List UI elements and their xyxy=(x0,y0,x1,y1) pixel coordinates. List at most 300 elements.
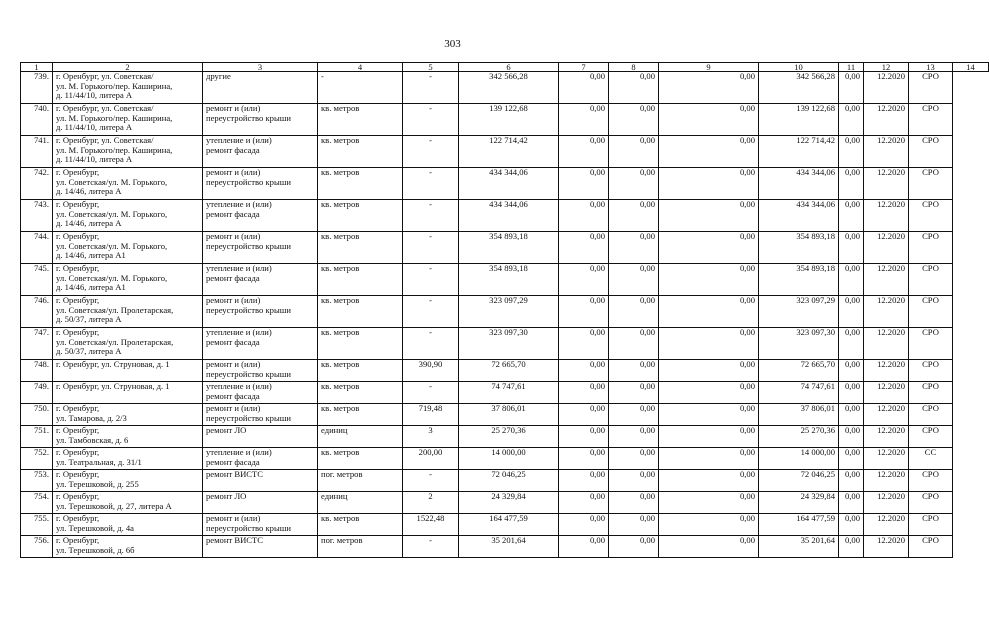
fund-cost-cell: 0,00 xyxy=(559,470,609,492)
work-type-line: ремонт ЛО xyxy=(206,491,247,501)
address-line: г. Оренбург, ул. Струновая, д. 1 xyxy=(56,359,170,369)
volume-cell: - xyxy=(403,296,459,328)
budget-cost-cell: 0,00 xyxy=(609,448,659,470)
work-type-cell xyxy=(203,136,318,168)
budget-cost-cell: 0,00 xyxy=(609,72,659,104)
total-cost-cell: 354 893,18 xyxy=(459,264,559,296)
address-cell xyxy=(53,264,203,296)
method-cell: СРО xyxy=(909,264,953,296)
work-type-cell xyxy=(203,426,318,448)
budget-cost-cell: 0,00 xyxy=(609,492,659,514)
volume-cell: 2 xyxy=(403,492,459,514)
address-line: д. 11/44/10, литера А xyxy=(56,154,133,165)
local-cost-cell: 0,00 xyxy=(659,72,759,104)
unit-cell: кв. метров xyxy=(318,296,403,328)
budget-cost-cell: 0,00 xyxy=(609,360,659,382)
table-row xyxy=(21,448,989,470)
work-type-line: ремонт ЛО xyxy=(206,425,247,435)
address-line: ул. Терешковой, д. 27, литера А xyxy=(56,500,172,511)
other-cost-cell: 0,00 xyxy=(839,470,864,492)
method-cell: СРО xyxy=(909,404,953,426)
local-cost-cell: 0,00 xyxy=(659,168,759,200)
other-cost-cell: 0,00 xyxy=(839,264,864,296)
budget-cost-cell: 0,00 xyxy=(609,382,659,404)
address-line: д. 11/44/10, литера А xyxy=(56,122,133,133)
address-line: г. Оренбург, xyxy=(56,425,100,435)
other-cost-cell: 0,00 xyxy=(839,492,864,514)
owners-cost-cell: 434 344,06 xyxy=(759,168,839,200)
work-type-line: утепление и (или) xyxy=(206,381,272,391)
owners-cost-cell: 72 046,25 xyxy=(759,470,839,492)
row-number-cell: 749. xyxy=(21,382,53,404)
fund-cost-cell: 0,00 xyxy=(559,200,609,232)
other-cost-cell: 0,00 xyxy=(839,296,864,328)
work-type-cell xyxy=(203,72,318,104)
table-row xyxy=(21,168,989,200)
local-cost-cell: 0,00 xyxy=(659,536,759,558)
address-cell xyxy=(53,470,203,492)
row-number-cell: 746. xyxy=(21,296,53,328)
table-row xyxy=(21,104,989,136)
table-row xyxy=(21,328,989,360)
method-cell: СРО xyxy=(909,426,953,448)
address-line: ул. Советская/ул. Пролетарская, xyxy=(56,336,174,347)
column-number: 11 xyxy=(839,63,864,72)
row-number-cell: 740. xyxy=(21,104,53,136)
completion-date-cell: 12.2020 xyxy=(864,404,909,426)
completion-date-cell: 12.2020 xyxy=(864,296,909,328)
local-cost-cell: 0,00 xyxy=(659,492,759,514)
budget-cost-cell: 0,00 xyxy=(609,168,659,200)
work-type-cell xyxy=(203,264,318,296)
row-number-cell: 748. xyxy=(21,360,53,382)
work-type-cell xyxy=(203,536,318,558)
address-cell xyxy=(53,382,203,404)
volume-cell: 200,00 xyxy=(403,448,459,470)
work-type-line: другие xyxy=(206,71,231,81)
unit-cell: - xyxy=(318,72,403,104)
work-type-cell xyxy=(203,470,318,492)
address-line: д. 50/37, литера А xyxy=(56,346,122,357)
row-number-cell: 743. xyxy=(21,200,53,232)
method-cell: СРО xyxy=(909,296,953,328)
unit-cell: кв. метров xyxy=(318,328,403,360)
work-type-line: утепление и (или) xyxy=(206,327,272,337)
work-type-line: переустройство крыши xyxy=(206,368,291,379)
owners-cost-cell: 25 270,36 xyxy=(759,426,839,448)
table-row xyxy=(21,404,989,426)
work-type-line: ремонт и (или) xyxy=(206,103,261,113)
work-type-line: переустройство крыши xyxy=(206,522,291,533)
total-cost-cell: 14 000,00 xyxy=(459,448,559,470)
address-line: ул. Тамарова, д. 2/3 xyxy=(56,412,127,423)
table-row xyxy=(21,200,989,232)
fund-cost-cell: 0,00 xyxy=(559,296,609,328)
method-cell: СРО xyxy=(909,200,953,232)
address-line: г. Оренбург, xyxy=(56,327,100,337)
other-cost-cell: 0,00 xyxy=(839,328,864,360)
other-cost-cell: 0,00 xyxy=(839,426,864,448)
work-type-cell xyxy=(203,232,318,264)
work-type-cell xyxy=(203,296,318,328)
table-row xyxy=(21,492,989,514)
row-number-cell: 744. xyxy=(21,232,53,264)
fund-cost-cell: 0,00 xyxy=(559,104,609,136)
local-cost-cell: 0,00 xyxy=(659,404,759,426)
volume-cell: - xyxy=(403,168,459,200)
work-type-line: ремонт ВИСТС xyxy=(206,469,264,479)
method-cell: СРО xyxy=(909,382,953,404)
work-type-cell xyxy=(203,200,318,232)
fund-cost-cell: 0,00 xyxy=(559,448,609,470)
budget-cost-cell: 0,00 xyxy=(609,470,659,492)
total-cost-cell: 35 201,64 xyxy=(459,536,559,558)
address-line: г. Оренбург, ул. Советская/ xyxy=(56,135,154,145)
work-type-line: ремонт и (или) xyxy=(206,167,261,177)
table-row xyxy=(21,264,989,296)
work-type-line: утепление и (или) xyxy=(206,263,272,273)
row-number-cell: 750. xyxy=(21,404,53,426)
table-row xyxy=(21,514,989,536)
volume-cell: - xyxy=(403,470,459,492)
budget-cost-cell: 0,00 xyxy=(609,426,659,448)
column-number: 5 xyxy=(403,63,459,72)
work-type-line: переустройство крыши xyxy=(206,176,291,187)
volume-cell: - xyxy=(403,200,459,232)
local-cost-cell: 0,00 xyxy=(659,426,759,448)
work-type-line: ремонт фасада xyxy=(206,390,260,401)
column-number: 13 xyxy=(909,63,953,72)
address-cell xyxy=(53,426,203,448)
fund-cost-cell: 0,00 xyxy=(559,382,609,404)
address-line: д. 14/46, литера А1 xyxy=(56,282,126,293)
total-cost-cell: 342 566,28 xyxy=(459,72,559,104)
unit-cell: пог. метров xyxy=(318,470,403,492)
owners-cost-cell: 74 747,61 xyxy=(759,382,839,404)
method-cell: СРО xyxy=(909,470,953,492)
total-cost-cell: 323 097,30 xyxy=(459,328,559,360)
fund-cost-cell: 0,00 xyxy=(559,404,609,426)
work-type-cell xyxy=(203,168,318,200)
other-cost-cell: 0,00 xyxy=(839,382,864,404)
address-line: г. Оренбург, xyxy=(56,199,100,209)
other-cost-cell: 0,00 xyxy=(839,104,864,136)
completion-date-cell: 12.2020 xyxy=(864,514,909,536)
other-cost-cell: 0,00 xyxy=(839,448,864,470)
page-number: 303 xyxy=(444,38,461,50)
address-cell xyxy=(53,296,203,328)
address-line: ул. Советская/ул. М. Горького, xyxy=(56,240,168,251)
fund-cost-cell: 0,00 xyxy=(559,168,609,200)
address-line: ул. М. Горького/пер. Каширина, xyxy=(56,112,173,123)
completion-date-cell: 12.2020 xyxy=(864,168,909,200)
address-cell xyxy=(53,360,203,382)
completion-date-cell: 12.2020 xyxy=(864,72,909,104)
address-line: г. Оренбург, ул. Советская/ xyxy=(56,71,154,81)
address-line: д. 11/44/10, литера А xyxy=(56,90,133,101)
address-line: г. Оренбург, xyxy=(56,491,100,501)
fund-cost-cell: 0,00 xyxy=(559,536,609,558)
local-cost-cell: 0,00 xyxy=(659,514,759,536)
work-type-cell xyxy=(203,382,318,404)
address-line: г. Оренбург, ул. Советская/ xyxy=(56,103,154,113)
row-number-cell: 745. xyxy=(21,264,53,296)
fund-cost-cell: 0,00 xyxy=(559,136,609,168)
volume-cell: - xyxy=(403,104,459,136)
row-number-cell: 742. xyxy=(21,168,53,200)
owners-cost-cell: 434 344,06 xyxy=(759,200,839,232)
work-type-line: ремонт фасада xyxy=(206,456,260,467)
table-row xyxy=(21,296,989,328)
method-cell: СРО xyxy=(909,492,953,514)
other-cost-cell: 0,00 xyxy=(839,136,864,168)
unit-cell: кв. метров xyxy=(318,264,403,296)
fund-cost-cell: 0,00 xyxy=(559,492,609,514)
fund-cost-cell: 0,00 xyxy=(559,328,609,360)
row-number-cell: 754. xyxy=(21,492,53,514)
completion-date-cell: 12.2020 xyxy=(864,104,909,136)
completion-date-cell: 12.2020 xyxy=(864,136,909,168)
budget-cost-cell: 0,00 xyxy=(609,328,659,360)
total-cost-cell: 72 665,70 xyxy=(459,360,559,382)
address-cell xyxy=(53,448,203,470)
address-line: ул. Терешковой, д. 255 xyxy=(56,478,139,489)
column-number: 3 xyxy=(203,63,318,72)
owners-cost-cell: 14 000,00 xyxy=(759,448,839,470)
row-number-cell: 741. xyxy=(21,136,53,168)
row-number-cell: 747. xyxy=(21,328,53,360)
work-type-line: ремонт фасада xyxy=(206,336,260,347)
address-cell xyxy=(53,404,203,426)
row-number-cell: 756. xyxy=(21,536,53,558)
local-cost-cell: 0,00 xyxy=(659,200,759,232)
method-cell: СРО xyxy=(909,136,953,168)
address-cell xyxy=(53,72,203,104)
column-number: 6 xyxy=(459,63,559,72)
address-line: г. Оренбург, xyxy=(56,403,100,413)
table-row xyxy=(21,72,989,104)
work-type-line: ремонт и (или) xyxy=(206,513,261,523)
fund-cost-cell: 0,00 xyxy=(559,264,609,296)
total-cost-cell: 434 344,06 xyxy=(459,168,559,200)
table-row xyxy=(21,536,989,558)
column-number: 8 xyxy=(609,63,659,72)
total-cost-cell: 354 893,18 xyxy=(459,232,559,264)
other-cost-cell: 0,00 xyxy=(839,72,864,104)
volume-cell: - xyxy=(403,136,459,168)
volume-cell: - xyxy=(403,232,459,264)
address-line: ул. Тамбовская, д. 6 xyxy=(56,434,129,445)
table-row xyxy=(21,426,989,448)
table-row xyxy=(21,232,989,264)
local-cost-cell: 0,00 xyxy=(659,264,759,296)
column-number: 12 xyxy=(864,63,909,72)
work-type-line: ремонт и (или) xyxy=(206,295,261,305)
total-cost-cell: 434 344,06 xyxy=(459,200,559,232)
work-type-line: переустройство крыши xyxy=(206,112,291,123)
owners-cost-cell: 24 329,84 xyxy=(759,492,839,514)
row-number-cell: 753. xyxy=(21,470,53,492)
method-cell: СРО xyxy=(909,536,953,558)
method-cell: СРО xyxy=(909,514,953,536)
work-type-line: ремонт и (или) xyxy=(206,403,261,413)
owners-cost-cell: 139 122,68 xyxy=(759,104,839,136)
total-cost-cell: 24 329,84 xyxy=(459,492,559,514)
total-cost-cell: 74 747,61 xyxy=(459,382,559,404)
unit-cell: единиц xyxy=(318,492,403,514)
budget-cost-cell: 0,00 xyxy=(609,536,659,558)
address-line: д. 14/46, литера А xyxy=(56,218,122,229)
volume-cell: 1522,48 xyxy=(403,514,459,536)
address-cell xyxy=(53,492,203,514)
row-number-cell: 739. xyxy=(21,72,53,104)
address-cell xyxy=(53,232,203,264)
address-line: г. Оренбург, xyxy=(56,263,100,273)
table-row xyxy=(21,136,989,168)
local-cost-cell: 0,00 xyxy=(659,296,759,328)
table-row xyxy=(21,470,989,492)
owners-cost-cell: 323 097,29 xyxy=(759,296,839,328)
method-cell: СС xyxy=(909,448,953,470)
unit-cell: единиц xyxy=(318,426,403,448)
method-cell: СРО xyxy=(909,104,953,136)
work-type-line: переустройство крыши xyxy=(206,240,291,251)
total-cost-cell: 122 714,42 xyxy=(459,136,559,168)
address-line: ул. Терешковой, д. 4а xyxy=(56,522,134,533)
address-cell xyxy=(53,104,203,136)
local-cost-cell: 0,00 xyxy=(659,104,759,136)
volume-cell: - xyxy=(403,72,459,104)
owners-cost-cell: 37 806,01 xyxy=(759,404,839,426)
address-line: д. 14/46, литера А xyxy=(56,186,122,197)
owners-cost-cell: 323 097,30 xyxy=(759,328,839,360)
work-type-line: утепление и (или) xyxy=(206,199,272,209)
total-cost-cell: 25 270,36 xyxy=(459,426,559,448)
column-number: 9 xyxy=(659,63,759,72)
work-type-cell xyxy=(203,404,318,426)
completion-date-cell: 12.2020 xyxy=(864,264,909,296)
unit-cell: кв. метров xyxy=(318,136,403,168)
local-cost-cell: 0,00 xyxy=(659,360,759,382)
fund-cost-cell: 0,00 xyxy=(559,232,609,264)
budget-cost-cell: 0,00 xyxy=(609,514,659,536)
completion-date-cell: 12.2020 xyxy=(864,426,909,448)
row-number-cell: 751. xyxy=(21,426,53,448)
budget-cost-cell: 0,00 xyxy=(609,404,659,426)
address-line: г. Оренбург, xyxy=(56,167,100,177)
method-cell: СРО xyxy=(909,168,953,200)
address-line: г. Оренбург, xyxy=(56,535,100,545)
work-type-line: переустройство крыши xyxy=(206,412,291,423)
completion-date-cell: 12.2020 xyxy=(864,492,909,514)
owners-cost-cell: 122 714,42 xyxy=(759,136,839,168)
volume-cell: - xyxy=(403,536,459,558)
budget-cost-cell: 0,00 xyxy=(609,104,659,136)
address-cell xyxy=(53,536,203,558)
other-cost-cell: 0,00 xyxy=(839,536,864,558)
address-line: г. Оренбург, xyxy=(56,513,100,523)
work-type-line: ремонт и (или) xyxy=(206,359,261,369)
volume-cell: 719,48 xyxy=(403,404,459,426)
completion-date-cell: 12.2020 xyxy=(864,536,909,558)
column-number: 14 xyxy=(953,63,989,72)
work-type-line: ремонт ВИСТС xyxy=(206,535,264,545)
address-line: г. Оренбург, xyxy=(56,469,100,479)
row-number-cell: 755. xyxy=(21,514,53,536)
fund-cost-cell: 0,00 xyxy=(559,360,609,382)
local-cost-cell: 0,00 xyxy=(659,470,759,492)
unit-cell: кв. метров xyxy=(318,104,403,136)
unit-cell: кв. метров xyxy=(318,232,403,264)
owners-cost-cell: 354 893,18 xyxy=(759,264,839,296)
column-number: 7 xyxy=(559,63,609,72)
address-line: г. Оренбург, ул. Струновая, д. 1 xyxy=(56,381,170,391)
address-line: ул. Терешковой, д. 6б xyxy=(56,544,135,555)
completion-date-cell: 12.2020 xyxy=(864,200,909,232)
address-line: ул. Советская/ул. М. Горького, xyxy=(56,272,168,283)
row-number-cell: 752. xyxy=(21,448,53,470)
method-cell: СРО xyxy=(909,328,953,360)
unit-cell: кв. метров xyxy=(318,404,403,426)
budget-cost-cell: 0,00 xyxy=(609,200,659,232)
method-cell: СРО xyxy=(909,360,953,382)
other-cost-cell: 0,00 xyxy=(839,200,864,232)
address-line: ул. Советская/ул. М. Горького, xyxy=(56,176,168,187)
local-cost-cell: 0,00 xyxy=(659,136,759,168)
owners-cost-cell: 342 566,28 xyxy=(759,72,839,104)
unit-cell: кв. метров xyxy=(318,448,403,470)
completion-date-cell: 12.2020 xyxy=(864,328,909,360)
local-cost-cell: 0,00 xyxy=(659,232,759,264)
other-cost-cell: 0,00 xyxy=(839,404,864,426)
total-cost-cell: 139 122,68 xyxy=(459,104,559,136)
repair-register-table xyxy=(20,62,989,558)
address-line: ул. Советская/ул. Пролетарская, xyxy=(56,304,174,315)
work-type-cell xyxy=(203,360,318,382)
column-number: 4 xyxy=(318,63,403,72)
budget-cost-cell: 0,00 xyxy=(609,232,659,264)
method-cell: СРО xyxy=(909,72,953,104)
address-line: д. 50/37, литера А xyxy=(56,314,122,325)
fund-cost-cell: 0,00 xyxy=(559,72,609,104)
total-cost-cell: 72 046,25 xyxy=(459,470,559,492)
column-number: 2 xyxy=(53,63,203,72)
volume-cell: - xyxy=(403,328,459,360)
unit-cell: кв. метров xyxy=(318,200,403,232)
local-cost-cell: 0,00 xyxy=(659,328,759,360)
fund-cost-cell: 0,00 xyxy=(559,514,609,536)
owners-cost-cell: 35 201,64 xyxy=(759,536,839,558)
total-cost-cell: 323 097,29 xyxy=(459,296,559,328)
completion-date-cell: 12.2020 xyxy=(864,448,909,470)
work-type-line: ремонт фасада xyxy=(206,208,260,219)
work-type-cell xyxy=(203,448,318,470)
address-cell xyxy=(53,168,203,200)
owners-cost-cell: 354 893,18 xyxy=(759,232,839,264)
completion-date-cell: 12.2020 xyxy=(864,360,909,382)
volume-cell: 390,90 xyxy=(403,360,459,382)
address-cell xyxy=(53,328,203,360)
work-type-cell xyxy=(203,492,318,514)
completion-date-cell: 12.2020 xyxy=(864,232,909,264)
address-cell xyxy=(53,136,203,168)
unit-cell: кв. метров xyxy=(318,514,403,536)
column-number: 1 xyxy=(21,63,53,72)
work-type-line: переустройство крыши xyxy=(206,304,291,315)
other-cost-cell: 0,00 xyxy=(839,360,864,382)
local-cost-cell: 0,00 xyxy=(659,382,759,404)
unit-cell: пог. метров xyxy=(318,536,403,558)
